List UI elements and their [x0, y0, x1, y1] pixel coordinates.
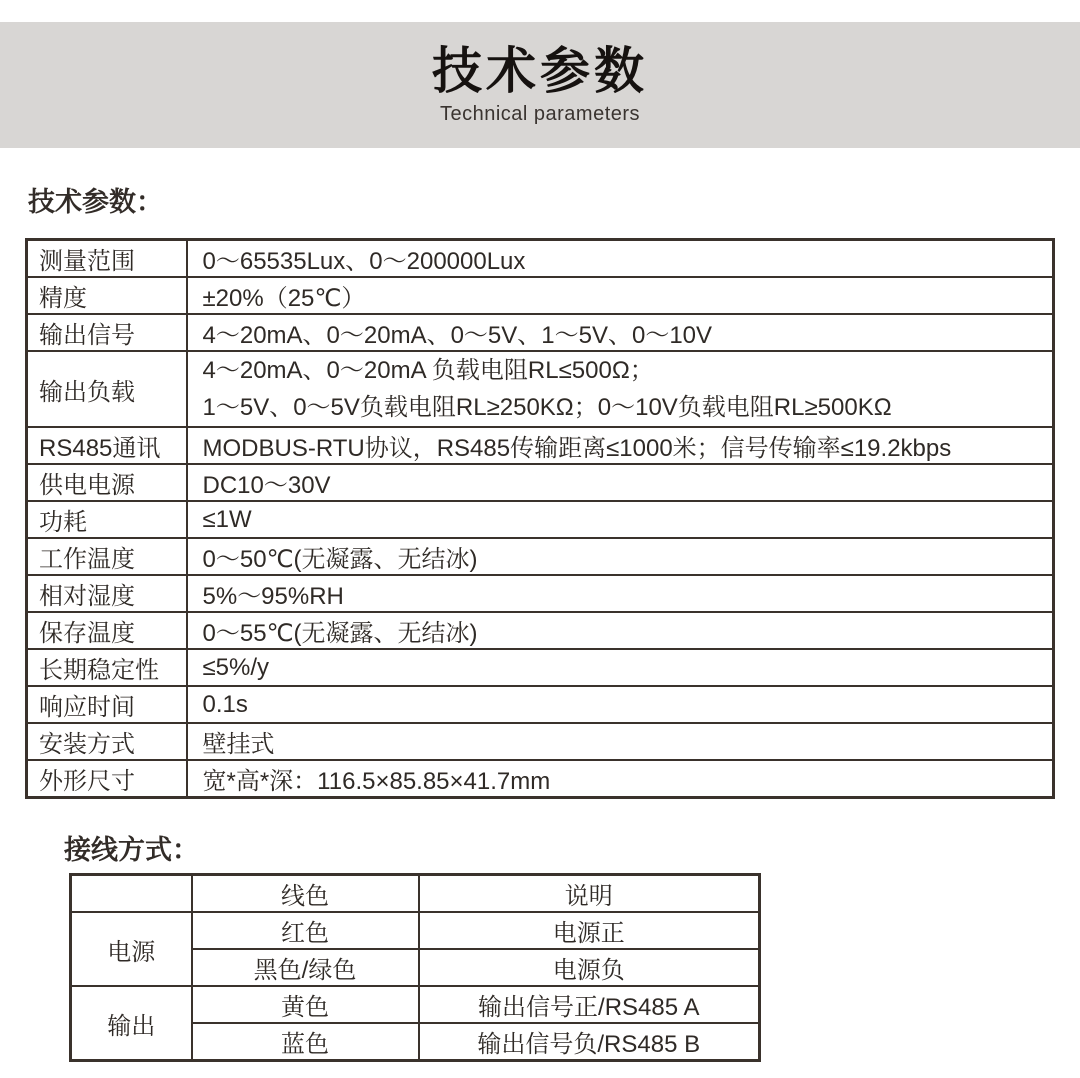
table-row: [27, 351, 1054, 427]
wire-color: 黄色: [192, 986, 419, 1023]
spec-value: 壁挂式: [187, 723, 1054, 760]
spec-section-heading: 技术参数：: [28, 187, 163, 217]
spec-value: MODBUS-RTU协议，RS485传输距离≤1000米；信号传输率≤19.2kbps: [187, 427, 1054, 464]
spec-value: 4～20mA、0～20mA、0～5V、1～5V、0～10V: [187, 314, 1054, 351]
banner: [0, 22, 1080, 148]
spec-value: ≤5%/y: [187, 649, 1054, 686]
spec-value: [187, 351, 1054, 427]
spec-value: 0.1s: [187, 686, 1054, 723]
table-header-row: [71, 875, 760, 913]
table-row: [27, 240, 1054, 278]
spec-label: 工作温度: [27, 538, 187, 575]
table-row: [27, 760, 1054, 798]
spec-label: 长期稳定性: [27, 649, 187, 686]
spec-value-line: 1～5V、0～5V负载电阻RL≥250KΩ；0～10V负载电阻RL≥500KΩ: [202, 394, 892, 421]
spec-label: 精度: [27, 277, 187, 314]
wiring-section-heading: 接线方式：: [64, 835, 199, 865]
spec-value: 5%～95%RH: [187, 575, 1054, 612]
table-row: [27, 464, 1054, 501]
spec-label: 安装方式: [27, 723, 187, 760]
table-row: [71, 912, 760, 949]
spec-label: 响应时间: [27, 686, 187, 723]
page-title: 技术参数: [432, 43, 648, 99]
spec-value: ±20%（25℃）: [187, 277, 1054, 314]
table-row: [27, 538, 1054, 575]
spec-value: DC10～30V: [187, 464, 1054, 501]
wiring-column-header: 线色: [192, 875, 419, 913]
wire-color: 黑色/绿色: [192, 949, 419, 986]
spec-value: 0～55℃(无凝露、无结冰): [187, 612, 1054, 649]
wiring-group-name: 电源: [71, 912, 192, 986]
spec-value: ≤1W: [187, 501, 1054, 538]
table-row: [27, 723, 1054, 760]
spec-label: 保存温度: [27, 612, 187, 649]
spec-label: 功耗: [27, 501, 187, 538]
table-row: [27, 277, 1054, 314]
spec-label: 输出负载: [27, 351, 187, 427]
spec-value: 宽*高*深：116.5×85.85×41.7mm: [187, 760, 1054, 798]
table-row: [27, 649, 1054, 686]
table-row: [27, 314, 1054, 351]
wire-color: 红色: [192, 912, 419, 949]
wiring-group-name: 输出: [71, 986, 192, 1061]
table-row: [27, 686, 1054, 723]
table-row: [27, 612, 1054, 649]
spec-value: 0～50℃(无凝露、无结冰): [187, 538, 1054, 575]
spec-value-line: 4～20mA、0～20mA 负载电阻RL≤500Ω；: [202, 357, 654, 384]
wiring-table: [69, 873, 761, 1062]
spec-label: 输出信号: [27, 314, 187, 351]
spec-label: RS485通讯: [27, 427, 187, 464]
table-row: [27, 575, 1054, 612]
wiring-column-header: 说明: [419, 875, 760, 913]
wire-desc: 输出信号负/RS485 B: [419, 1023, 760, 1061]
wire-desc: 电源负: [419, 949, 760, 986]
spec-value: 0～65535Lux、0～200000Lux: [187, 240, 1054, 278]
table-row: [71, 986, 760, 1023]
table-row: [27, 427, 1054, 464]
wire-color: 蓝色: [192, 1023, 419, 1061]
wire-desc: 输出信号正/RS485 A: [419, 986, 760, 1023]
spec-label: 供电电源: [27, 464, 187, 501]
spec-label: 外形尺寸: [27, 760, 187, 798]
wiring-corner-cell: [71, 875, 192, 913]
spec-table: [25, 238, 1055, 799]
table-row: [27, 501, 1054, 538]
spec-label: 相对湿度: [27, 575, 187, 612]
spec-label: 测量范围: [27, 240, 187, 278]
page-subtitle: Technical parameters: [439, 103, 641, 125]
wire-desc: 电源正: [419, 912, 760, 949]
